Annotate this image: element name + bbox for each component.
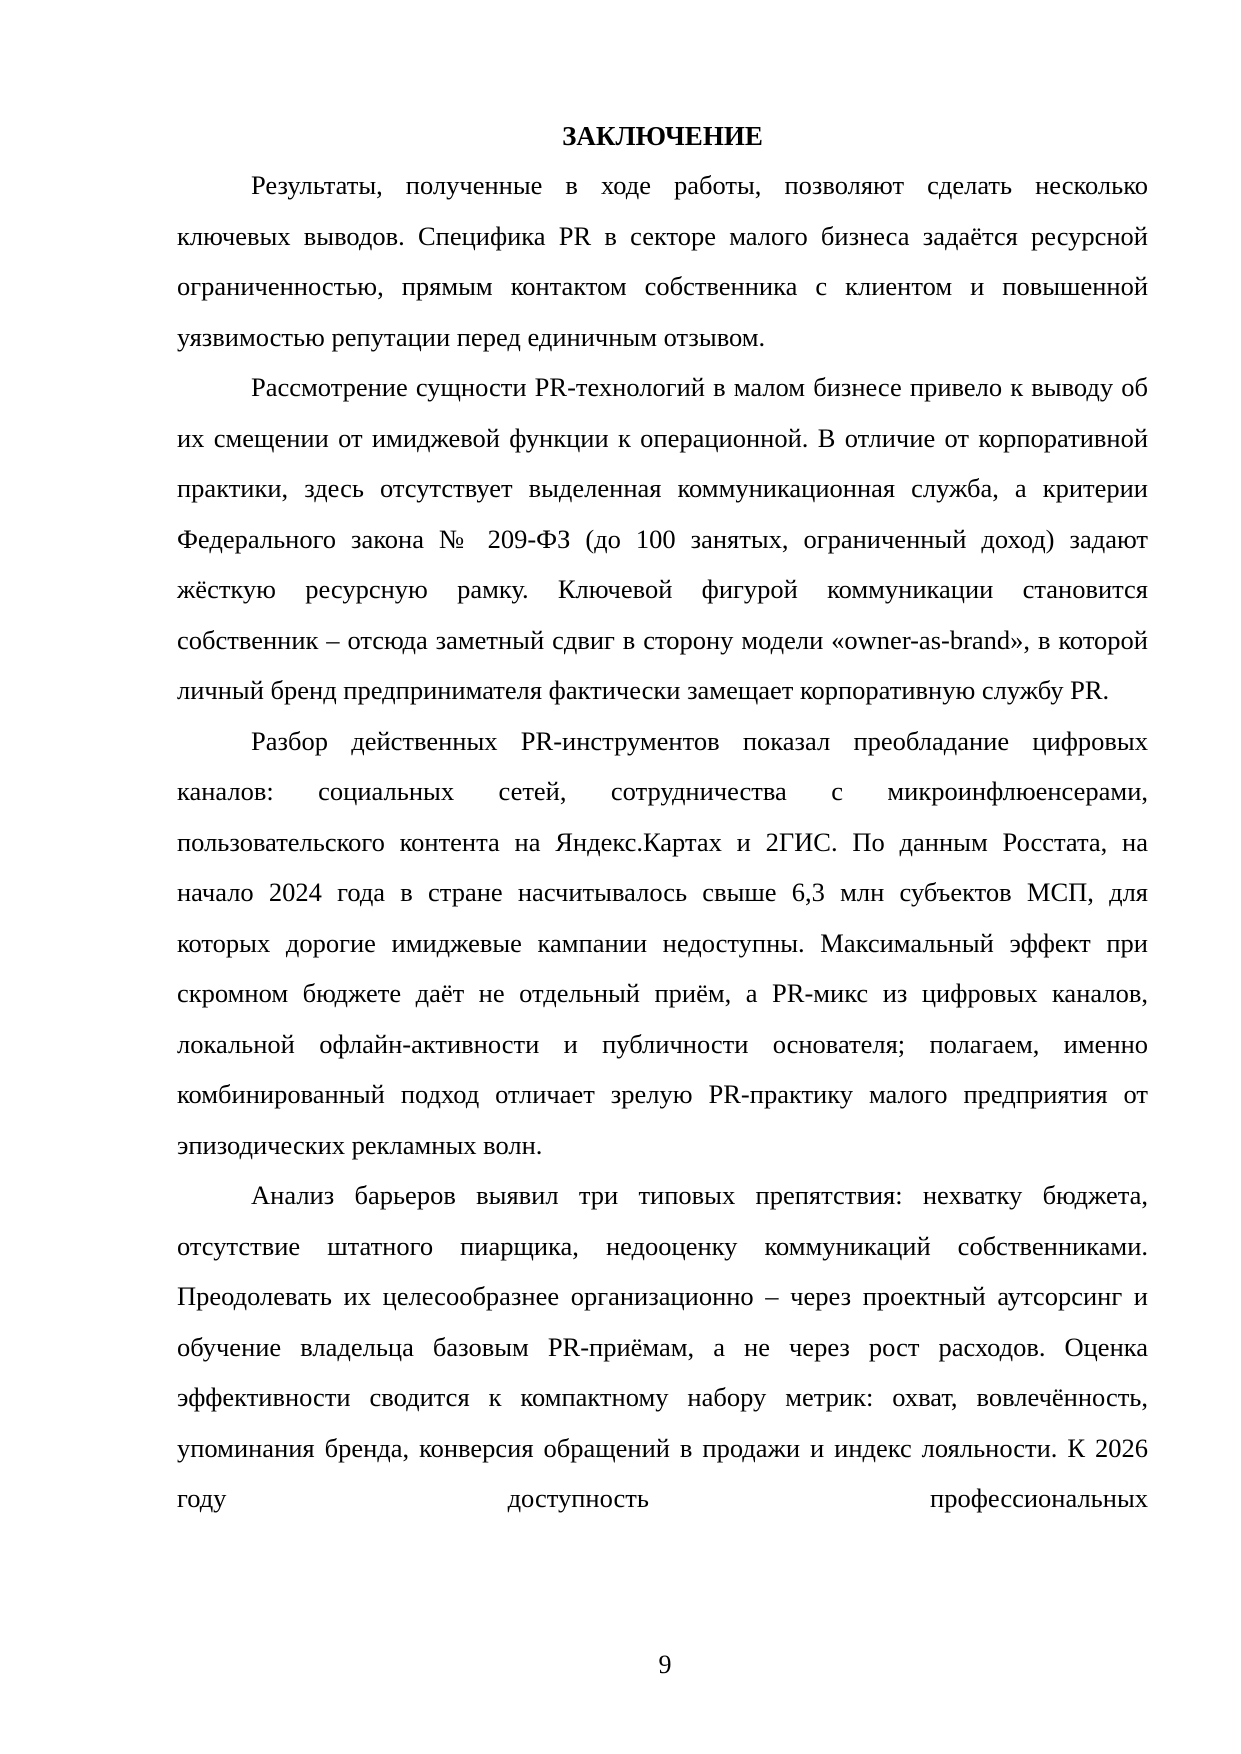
paragraph-results: Результаты, полученные в ходе работы, позволяют сделать несколько ключевых выводов. Специфика PR в секторе малого бизнеса задаётся ресурсной ограниченностью, прямым контактом собственника с клиентом и повышенной уязвимостью репутации перед единичным отзывом. — [177, 170, 1148, 352]
paragraph-pr-technologies: Рассмотрение сущности PR-технологий в малом бизнесе привело к выводу об их смещении от имиджевой функции к операционной. В отличие от корпоративной практики, здесь отсутствует выделенная коммуникационная служба, а критерии Федерального закона № 209-ФЗ (до 100 занятых, ограниченный доход) задают жёсткую ресурсную рамку. Ключевой фигурой коммуникации становится собственник – отсюда заметный сдвиг в сторону модели «owner-as-brand», в которой личный бренд предпринимателя фактически замещает корпоративную службу PR. — [177, 372, 1148, 705]
section-title: ЗАКЛЮЧЕНИЕ — [562, 121, 763, 151]
paragraph-pr-instruments: Разбор действенных PR-инструментов показал преобладание цифровых каналов: социальных сетей, сотрудничества с микроинфлюенсерами, пользовательского контента на Яндекс.Картах и 2ГИС. По данным Росстата, на начало 2024 года в стране насчитывалось свыше 6,3 млн субъектов МСП, для которых дорогие имиджевые кампании недоступны. Максимальный эффект при скромном бюджете даёт не отдельный приём, а PR-микс из цифровых каналов, локальной офлайн-активности и публичности основателя; полагаем, именно комбинированный подход отличает зрелую PR-практику малого предприятия от эпизодических рекламных волн. — [177, 725, 1148, 1160]
page-number: 9 — [658, 1650, 672, 1679]
body-text — [177, 160, 1148, 1524]
paragraph-barriers: Анализ барьеров выявил три типовых препятствия: нехватку бюджета, отсутствие штатного пиарщика, недооценку коммуникаций собственниками. Преодолевать их целесообразнее организационно – через проектный аутсорсинг и обучение владельца базовым PR-приёмам, а не через рост расходов. Оценка эффективности сводится к компактному набору метрик: охват, вовлечённость, упоминания бренда, конверсия обращений в продажи и индекс лояльности. К 2026 году доступность профессиональных — [177, 1180, 1148, 1513]
